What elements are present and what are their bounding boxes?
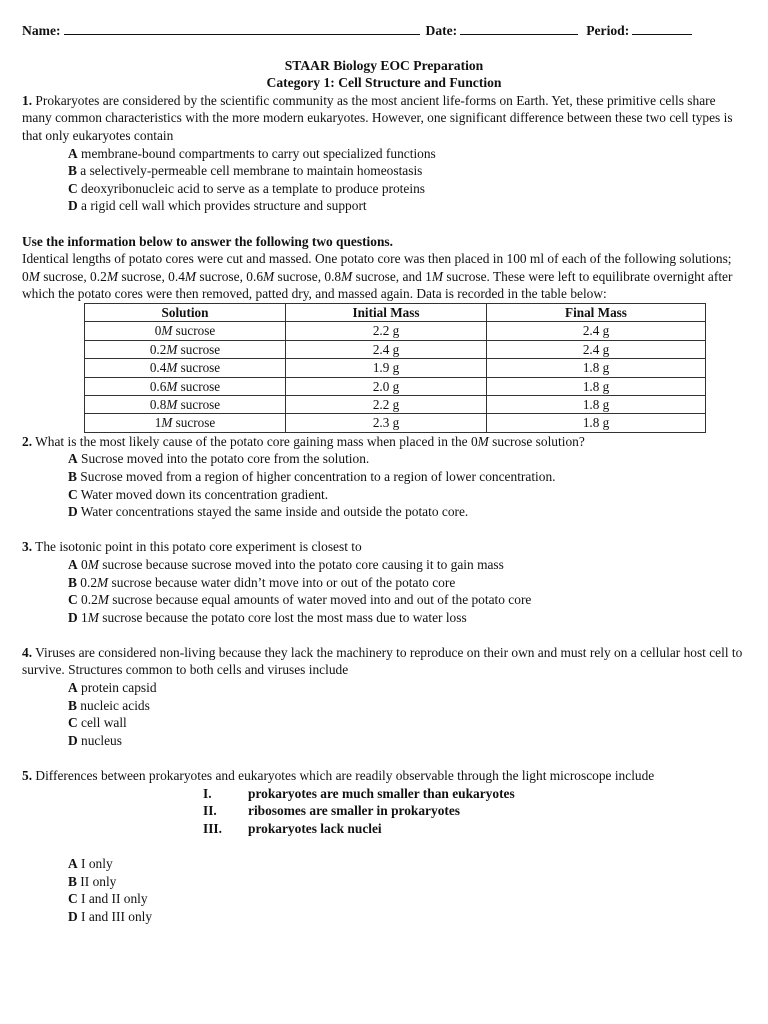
q4-option-c[interactable]: C cell wall xyxy=(68,715,127,731)
q2-option-c[interactable]: C Water moved down its concentration gradient. xyxy=(68,486,329,502)
period-field xyxy=(586,22,692,40)
q5-option-d[interactable]: D I and III only xyxy=(68,908,153,924)
cell-final-mass: 1.8 g xyxy=(487,395,706,413)
cell-solution: 1M sucrose xyxy=(85,414,286,432)
q4-option-d[interactable]: D nucleus xyxy=(68,732,122,748)
table-row xyxy=(85,377,706,395)
col-header-solution: Solution xyxy=(85,303,286,321)
table-row xyxy=(85,322,706,340)
header-line xyxy=(22,22,746,40)
name-field xyxy=(22,22,420,40)
q3-option-b[interactable]: B 0.2M sucrose because water didn’t move into or out of the potato core xyxy=(68,574,456,590)
q3-option-c[interactable]: C 0.2M sucrose because equal amounts of water moved into and out of the potato core xyxy=(68,592,532,608)
table-row xyxy=(85,414,706,432)
cell-initial-mass: 2.0 g xyxy=(286,377,487,395)
title-category: Category 1: Cell Structure and Function xyxy=(266,75,502,91)
cell-initial-mass: 2.2 g xyxy=(286,395,487,413)
date-field xyxy=(426,22,579,40)
cell-initial-mass: 1.9 g xyxy=(286,359,487,377)
cell-initial-mass: 2.2 g xyxy=(286,322,487,340)
date-label: Date: xyxy=(425,23,458,38)
period-label: Period: xyxy=(586,23,630,38)
q4-option-a[interactable]: A protein capsid xyxy=(68,680,157,696)
q5-option-c[interactable]: C I and II only xyxy=(68,891,148,907)
q5-option-a[interactable]: A I only xyxy=(68,856,113,871)
cell-final-mass: 2.4 g xyxy=(487,340,706,358)
period-blank[interactable] xyxy=(632,22,692,35)
question-3: 3. The isotonic point in this potato core experiment is closest to xyxy=(22,539,362,555)
question-1-text: Prokaryotes are considered by the scientific community as the most ancient life-forms on Earth. Yet, these primitive cells share many common characteristics with the more modern eukaryotes. However, one significant difference between these two cell types is that only eukaryotes contain xyxy=(22,92,733,143)
date-blank[interactable] xyxy=(460,22,578,35)
cell-solution: 0.8M sucrose xyxy=(85,395,286,413)
question-4-number: 4. xyxy=(22,644,33,660)
question-2: 2. What is the most likely cause of the potato core gaining mass when placed in the 0M sucrose solution? xyxy=(22,433,585,449)
name-label: Name: xyxy=(22,23,61,38)
q5-option-b[interactable]: B II only xyxy=(68,873,117,889)
question-5: 5. Differences between prokaryotes and eukaryotes which are readily observable through the light microscope include xyxy=(22,768,655,784)
q2-option-d[interactable]: D Water concentrations stayed the same inside and outside the potato core. xyxy=(68,504,469,520)
q5-statement-3: III. prokaryotes lack nuclei xyxy=(203,820,382,836)
info-heading: Use the information below to answer the following two questions. xyxy=(22,233,393,249)
cell-final-mass: 1.8 g xyxy=(487,377,706,395)
cell-final-mass: 1.8 g xyxy=(487,359,706,377)
table-row xyxy=(85,340,706,358)
q3-option-d[interactable]: D 1M sucrose because the potato core lost the most mass due to water loss xyxy=(68,609,467,625)
cell-solution: 0.6M sucrose xyxy=(85,377,286,395)
q1-option-c[interactable]: C deoxyribonucleic acid to serve as a template to produce proteins xyxy=(68,180,425,196)
title-main: STAAR Biology EOC Preparation xyxy=(284,57,484,73)
question-4: 4. Viruses are considered non-living because they lack the machinery to reproduce on their own and must rely on a cellular host cell to survive. Structures common to both cells and viruses include xyxy=(22,644,743,678)
name-blank[interactable] xyxy=(64,22,420,35)
q5-statement-2: II. ribosomes are smaller in prokaryotes xyxy=(203,803,461,819)
cell-final-mass: 2.4 g xyxy=(487,322,706,340)
table-header-row xyxy=(85,303,706,321)
cell-final-mass: 1.8 g xyxy=(487,414,706,432)
question-1-number: 1. xyxy=(22,92,33,108)
q2-option-b[interactable]: B Sucrose moved from a region of higher concentration to a region of lower concentration. xyxy=(68,468,556,484)
question-5-number: 5. xyxy=(22,768,33,784)
cell-initial-mass: 2.3 g xyxy=(286,414,487,432)
q1-option-d[interactable]: D a rigid cell wall which provides structure and support xyxy=(68,198,367,214)
cell-initial-mass: 2.4 g xyxy=(286,340,487,358)
table-row xyxy=(85,395,706,413)
q3-option-a[interactable]: A 0M sucrose because sucrose moved into the potato core causing it to gain mass xyxy=(68,556,504,572)
cell-solution: 0M sucrose xyxy=(85,322,286,340)
worksheet-page xyxy=(22,22,746,925)
q4-option-b[interactable]: B nucleic acids xyxy=(68,697,150,713)
q1-option-b[interactable]: B a selectively-permeable cell membrane to maintain homeostasis xyxy=(68,163,423,179)
question-1 xyxy=(22,92,746,145)
question-2-number: 2. xyxy=(22,433,33,449)
potato-core-table xyxy=(84,303,706,433)
col-header-initial-mass: Initial Mass xyxy=(286,303,487,321)
q5-statement-1: I. prokaryotes are much smaller than eukaryotes xyxy=(203,785,515,801)
table-row xyxy=(85,359,706,377)
q2-option-a[interactable]: A Sucrose moved into the potato core from the solution. xyxy=(68,451,370,467)
cell-solution: 0.4M sucrose xyxy=(85,359,286,377)
cell-solution: 0.2M sucrose xyxy=(85,340,286,358)
q1-option-a[interactable]: A membrane-bound compartments to carry out specialized functions xyxy=(68,145,436,161)
question-3-number: 3. xyxy=(22,539,33,555)
col-header-final-mass: Final Mass xyxy=(487,303,706,321)
info-paragraph: Identical lengths of potato cores were cut and massed. One potato core was then placed in 100 ml of each of the following solutions; 0M sucrose, 0.2M sucrose, 0.4M sucrose, 0.6M sucrose, 0.8M sucrose, and 1M sucrose. These were left to equilibrate overnight after which the potato cores were then removed, patted dry, and massed again. Data is recorded in the table below: xyxy=(22,251,733,302)
